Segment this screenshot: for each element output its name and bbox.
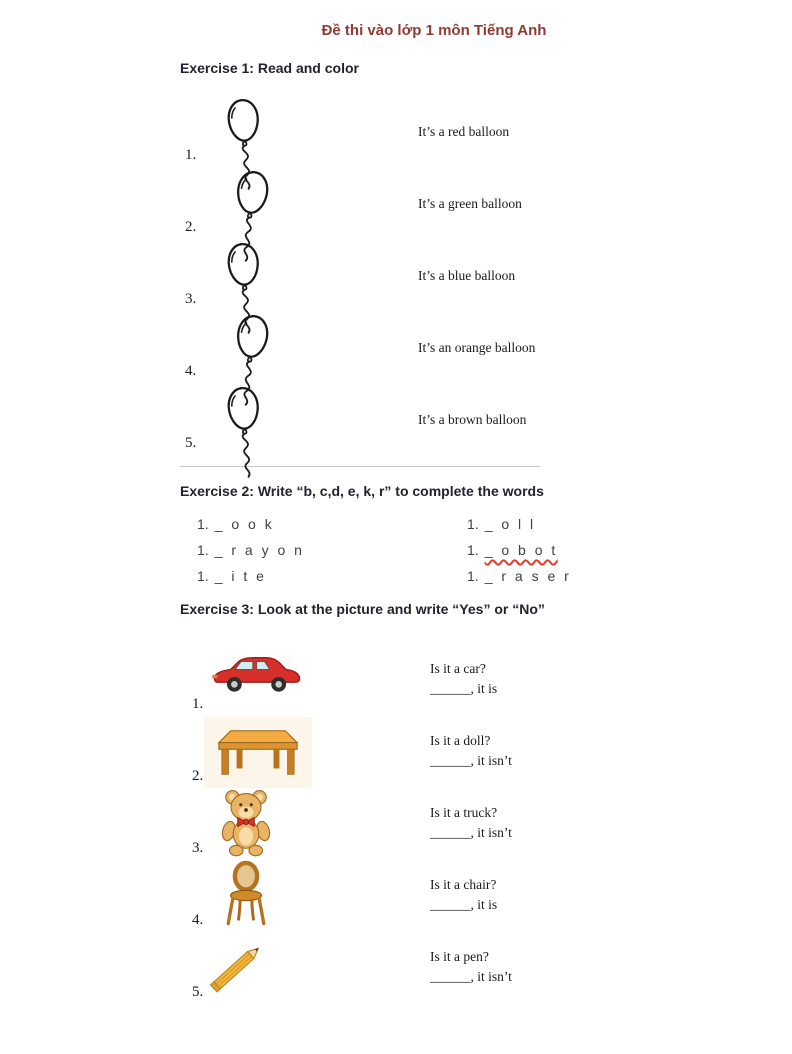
item-number: 1. [467,568,479,584]
chair-illustration [222,860,270,933]
item-number: 2. [185,219,197,235]
item-number: 2. [192,768,204,784]
question-block [430,949,512,985]
exercise3-row [180,859,792,931]
balloon-outline-icon [219,383,272,482]
item-number: 1. [185,147,197,163]
question-block [430,661,497,697]
item-number: 3. [185,291,197,307]
word-blank: _ r a s e r [484,568,572,584]
word-item [197,563,467,589]
item-number: 1. [197,542,209,558]
word-item [197,537,467,563]
item-number: 1. [467,516,479,532]
question-text: Is it a pen? [430,949,489,964]
item-number: 1. [467,542,479,558]
answer-blank: ______, it isn’t [430,753,512,768]
question-text: Is it a doll? [430,733,491,748]
question-block [430,733,512,769]
question-text: Is it a car? [430,661,486,676]
table-illustration [204,717,312,788]
exercise3-row [180,643,792,715]
exercise1-row [180,168,792,240]
exercise3-row [180,931,792,1003]
word-item [467,537,737,563]
balloon-label: It’s a brown balloon [418,412,527,427]
balloon-label: It’s an orange balloon [418,340,536,355]
word-item [467,511,737,537]
item-number: 5. [192,984,204,1000]
pencil-illustration [208,937,284,998]
item-number: 3. [192,840,204,856]
exercise2-body [197,511,792,589]
balloon-label: It’s a red balloon [418,124,510,139]
balloon-label: It’s a blue balloon [418,268,516,283]
exercise1-heading: Exercise 1: Read and color [180,60,359,76]
item-number: 1. [192,696,204,712]
answer-blank: ______, it isn’t [430,825,512,840]
exercise2-right-column [467,511,737,589]
word-blank: _ o l l [484,516,536,532]
car-illustration [210,651,306,702]
answer-blank: ______, it is [430,897,498,912]
exercise1-row [180,384,792,456]
exercise2-left-column [197,511,467,589]
exercise3-row [180,787,792,859]
exercise1-row [180,96,792,168]
item-number: 1. [197,516,209,532]
word-item [197,511,467,537]
word-item [467,563,737,589]
item-number: 1. [197,568,209,584]
item-number: 4. [185,363,197,379]
exercise1-row [180,240,792,312]
exercise3-body [180,643,792,1003]
answer-blank: ______, it is [430,681,498,696]
word-blank-misspelled: _ o b o t [484,542,558,558]
question-block [430,805,512,841]
page-title: Đề thi vào lớp 1 môn Tiếng Anh [321,22,547,39]
word-blank: _ o o k [214,516,275,532]
word-blank: _ r a y o n [214,542,305,558]
question-block [430,877,497,913]
exercise2-heading: Exercise 2: Write “b, c,d, e, k, r” to complete the words [180,483,544,499]
exercise3-row [180,715,792,787]
answer-blank: ______, it isn’t [430,969,512,984]
question-text: Is it a chair? [430,877,497,892]
item-number: 5. [185,435,197,451]
exercise1-body [180,96,792,456]
exercise3-heading: Exercise 3: Look at the picture and write “Yes” or “No” [180,601,545,617]
teddy-bear-illustration [216,787,276,862]
word-blank: _ i t e [214,568,267,584]
question-text: Is it a truck? [430,805,498,820]
item-number: 4. [192,912,204,928]
exercise1-row [180,312,792,384]
balloon-label: It’s a green balloon [418,196,522,211]
